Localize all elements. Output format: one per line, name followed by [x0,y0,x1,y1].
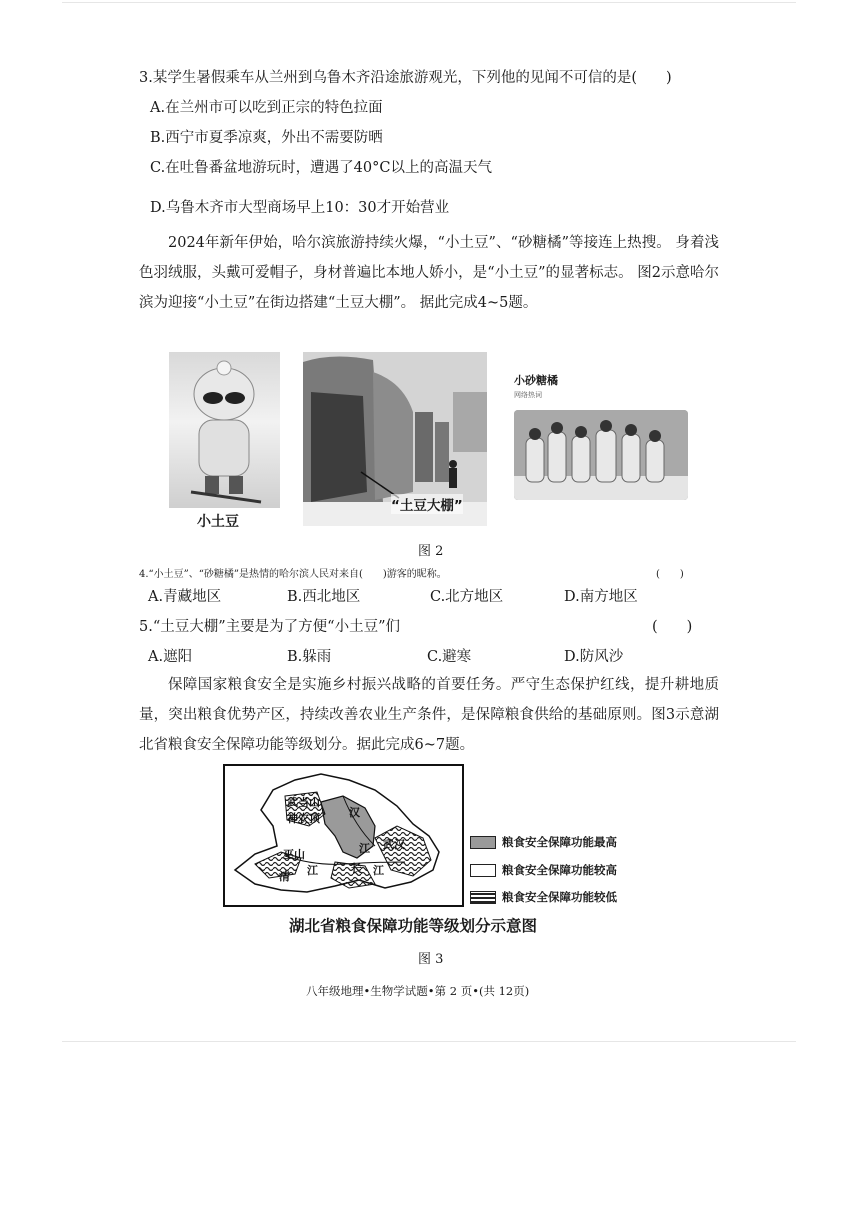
q5-option-d: D.防风沙 [564,649,624,665]
photo-xiaoshatangju [514,410,688,500]
q3-option-d: D.乌鲁木齐市大型商场早上10：30才开始营业 [150,200,450,216]
bottom-rule [62,1041,796,1042]
map-label-shennongding: 神农顶 [287,812,320,825]
photo-tudou-dapeng [303,352,487,526]
q4-option-a: A.青藏地区 [148,589,222,605]
figure2-caption: 图 2 [418,544,444,559]
hubei-map-graphic [225,766,462,905]
photo1-caption: 小土豆 [197,514,239,530]
map-label-jiang-1: 江 [359,842,370,855]
q4-option-b: B.西北地区 [287,589,361,605]
map-label-wuhan: 武汉 [383,838,405,851]
top-rule [62,2,796,3]
legend-swatch-highest [470,836,496,849]
map-label-chang: 长 [351,862,362,875]
q3-option-b: B.西宁市夏季凉爽，外出不需要防晒 [150,130,383,146]
figure3-caption: 图 3 [418,952,444,967]
q4-option-c: C.北方地区 [430,589,504,605]
photo-xiaotudou [169,352,280,508]
q3-stem: 3.某学生暑假乘车从兰州到乌鲁木齐沿途旅游观光，下列他的见闻不可信的是( ) [139,70,672,86]
passage-grain-security: 保障国家粮食安全是实施乡村振兴战略的首要任务。严守生态保护红线，提升耕地质量，突出粮食优势产区，持续改善农业生产条件，是保障粮食供给的基础原则。图3示意湖北省粮食安全保障功能等级划分。据此完成6~7题。 [139,677,719,753]
legend-label-low: 粮食安全保障功能较低 [502,890,617,904]
q4-answer-paren: ( ) [656,569,684,580]
map-label-jiang-2: 江 [307,864,318,877]
photo3-subtitle: 网络热词 [514,391,542,399]
map-label-han: 汉 [349,806,360,819]
q5-answer-paren: ( ) [652,619,693,635]
page-footer: 八年级地理•生物学试题•第 2 页•(共 12页) [306,984,530,998]
q5-option-c: C.避寒 [427,649,472,665]
xiaotudou-doll-image [169,352,280,508]
map-title: 湖北省粮食保障功能等级划分示意图 [289,917,538,935]
map-label-wushan: 巫山 [283,848,305,861]
q4-stem: 4.“小土豆”、“砂糖橘”是热情的哈尔滨人民对来自( )游客的昵称。 [139,569,447,580]
q5-option-a: A.遮阳 [148,649,193,665]
legend-low [470,889,617,905]
map-label-wudangshan: 武当山 [287,796,320,809]
q4-option-d: D.南方地区 [564,589,638,605]
q5-option-b: B.躲雨 [287,649,332,665]
passage-harbin: 2024年新年伊始，哈尔滨旅游持续火爆，“小土豆”、“砂糖橘”等接连上热搜。 身着浅色羽绒服，头戴可爱帽子，身材普遍比本地人娇小，是“小土豆”的显著标志。 图2示意哈尔滨为迎接“小土豆”在街边搭建“土豆大棚”。 据此完成4~5题。 [139,235,719,311]
map-label-qing: 清 [279,870,290,883]
q3-option-a: A.在兰州市可以吃到正宗的特色拉面 [150,100,383,116]
shatangju-group-image [514,410,688,500]
legend-highest [470,834,617,850]
legend-label-high: 粮食安全保障功能较高 [502,863,617,877]
legend-label-highest: 粮食安全保障功能最高 [502,835,617,849]
legend-swatch-high [470,864,496,877]
q3-option-c: C.在吐鲁番盆地游玩时，遭遇了40°C以上的高温天气 [150,160,492,176]
legend-high [470,862,617,878]
photo3-title: 小砂糖橘 [514,374,558,387]
legend-swatch-low [470,891,496,904]
photo2-label: “土豆大棚” [391,494,463,514]
map-label-jiang-3: 江 [373,864,384,877]
q5-stem: 5.“土豆大棚”主要是为了方便“小土豆”们 [139,619,400,635]
hubei-map [223,764,464,907]
